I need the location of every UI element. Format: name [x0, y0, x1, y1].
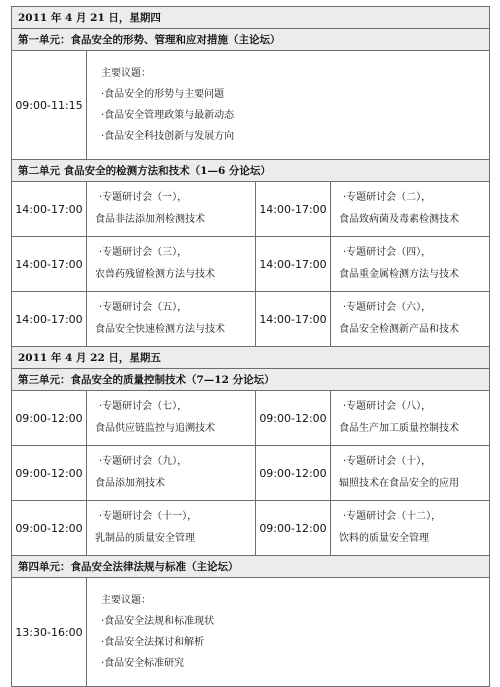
unit-1-time: 09:00-11:15 — [12, 51, 87, 160]
agenda-heading: 主要议题： — [101, 68, 151, 79]
session-topic: 饮料的质量安全管理 — [339, 533, 429, 544]
session-topic: 辐照技术在食品安全的应用 — [339, 478, 459, 489]
session-cell — [331, 237, 490, 292]
session-topic: 农兽药残留检测方法与技术 — [95, 269, 215, 280]
session-label: ·专题研讨会（十二）， — [343, 511, 442, 522]
day-header-1: 2011 年 4 月 21 日，星期四 — [12, 7, 490, 29]
session-cell — [331, 501, 490, 556]
unit-4-title: 第四单元：食品安全法律法规与标准（主论坛） — [12, 556, 490, 578]
session-cell — [87, 292, 256, 347]
session-cell — [331, 182, 490, 237]
unit-1-title: 第一单元：食品安全的形势、管理和应对措施（主论坛） — [12, 29, 490, 51]
session-label: ·专题研讨会（四）， — [343, 247, 432, 258]
session-label: ·专题研讨会（一）， — [99, 192, 188, 203]
session-cell — [87, 446, 256, 501]
session-time: 09:00-12:00 — [256, 446, 331, 501]
session-topic: 乳制品的质量安全管理 — [95, 533, 195, 544]
session-time: 09:00-12:00 — [12, 446, 87, 501]
session-row — [12, 446, 490, 501]
session-topic: 食品生产加工质量控制技术 — [339, 423, 459, 434]
unit-1-agenda — [87, 51, 490, 160]
session-topic: 食品添加剂技术 — [95, 478, 165, 489]
session-cell — [87, 501, 256, 556]
session-topic: 食品致病菌及毒素检测技术 — [339, 214, 459, 225]
unit-3-title: 第三单元：食品安全的质量控制技术（7—12 分论坛） — [12, 369, 490, 391]
session-label: ·专题研讨会（八）， — [343, 401, 432, 412]
agenda-item: ·食品安全科技创新与发展方向 — [101, 131, 235, 142]
agenda-heading: 主要议题： — [101, 595, 151, 606]
unit-4-agenda — [87, 578, 490, 687]
session-cell — [331, 292, 490, 347]
session-label: ·专题研讨会（七）， — [99, 401, 188, 412]
session-time: 14:00-17:00 — [256, 182, 331, 237]
session-cell — [87, 182, 256, 237]
session-time: 14:00-17:00 — [12, 237, 87, 292]
agenda-item: ·食品安全法探讨和解析 — [101, 637, 205, 648]
session-time: 09:00-12:00 — [12, 391, 87, 446]
agenda-item: ·食品安全标准研究 — [101, 658, 185, 669]
session-time: 09:00-12:00 — [256, 391, 331, 446]
session-time: 09:00-12:00 — [256, 501, 331, 556]
session-time: 14:00-17:00 — [256, 237, 331, 292]
session-cell — [331, 391, 490, 446]
session-label: ·专题研讨会（十一）， — [99, 511, 198, 522]
session-label: ·专题研讨会（二）， — [343, 192, 432, 203]
agenda-item: ·食品安全的形势与主要问题 — [101, 89, 225, 100]
conference-schedule-table — [11, 6, 490, 687]
agenda-item: ·食品安全管理政策与最新动态 — [101, 110, 235, 121]
session-label: ·专题研讨会（五）， — [99, 302, 188, 313]
session-topic: 食品供应链监控与追溯技术 — [95, 423, 215, 434]
unit-2-title: 第二单元 食品安全的检测方法和技术（1—6 分论坛） — [12, 160, 490, 182]
session-cell — [87, 237, 256, 292]
session-row — [12, 237, 490, 292]
session-time: 14:00-17:00 — [256, 292, 331, 347]
day-header-2: 2011 年 4 月 22 日，星期五 — [12, 347, 490, 369]
session-label: ·专题研讨会（九）， — [99, 456, 188, 467]
session-topic: 食品非法添加剂检测技术 — [95, 214, 205, 225]
session-row — [12, 501, 490, 556]
session-time: 09:00-12:00 — [12, 501, 87, 556]
session-cell — [331, 446, 490, 501]
session-time: 14:00-17:00 — [12, 292, 87, 347]
session-time: 14:00-17:00 — [12, 182, 87, 237]
session-row — [12, 292, 490, 347]
session-label: ·专题研讨会（十）， — [343, 456, 432, 467]
session-topic: 食品安全检测新产品和技术 — [339, 324, 459, 335]
agenda-item: ·食品安全法规和标准现状 — [101, 616, 215, 627]
session-topic: 食品安全快速检测方法与技术 — [95, 324, 225, 335]
session-row — [12, 182, 490, 237]
session-row — [12, 391, 490, 446]
session-label: ·专题研讨会（三）， — [99, 247, 188, 258]
session-cell — [87, 391, 256, 446]
session-topic: 食品重金属检测方法与技术 — [339, 269, 459, 280]
unit-4-time: 13:30-16:00 — [12, 578, 87, 687]
session-label: ·专题研讨会（六）， — [343, 302, 432, 313]
